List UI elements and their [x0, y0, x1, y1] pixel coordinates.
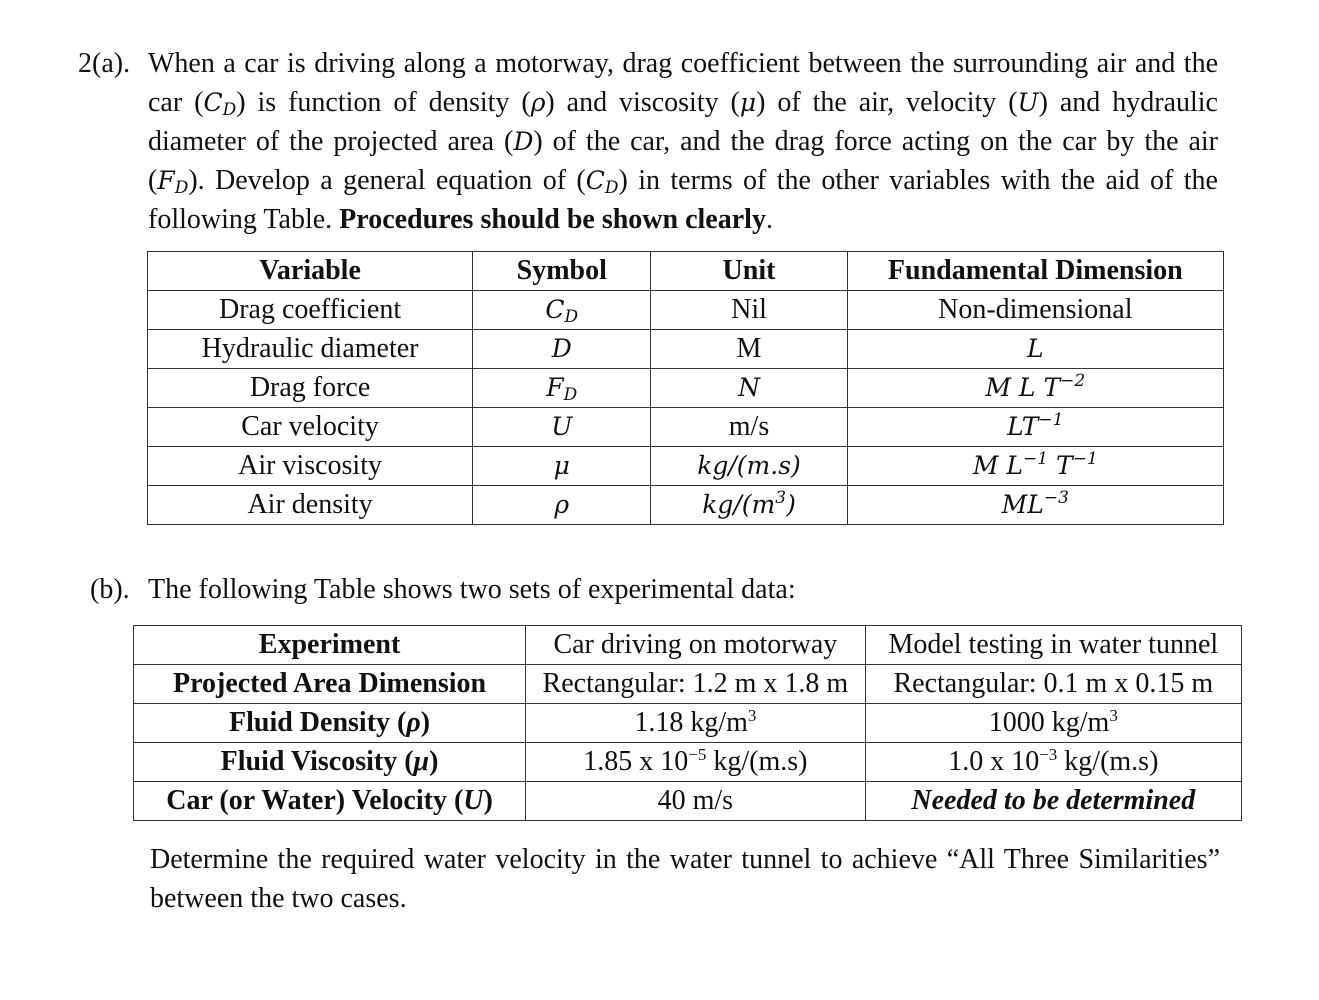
emphasis-text: Procedures should be shown clearly	[339, 204, 766, 235]
cd-symbol: $C_D$	[203, 88, 237, 120]
conclusion-text: Determine the required water velocity in the water tunnel to achieve “All Three Similarities” between the two cases.	[150, 844, 1220, 914]
table-header-row: Experiment Car driving on motorway Model testing in water tunnel	[134, 626, 1242, 665]
table-row: Air density ρ $kg/(m^3)$ $ML^{-3}$	[148, 486, 1224, 525]
table-row: Car velocity U m/s $LT^{-1}$	[148, 408, 1224, 447]
table-row: Hydraulic diameter D M L	[148, 330, 1224, 369]
table-row: Drag coefficient $C_D$ Nil Non-dimensional	[148, 291, 1224, 330]
table-header-row: Variable Symbol Unit Fundamental Dimension	[148, 252, 1224, 291]
experimental-data-table	[133, 625, 1242, 821]
question-b-text: The following Table shows two sets of experimental data:	[148, 574, 796, 605]
fd-symbol: $F_D$	[157, 166, 189, 198]
question-label-a: 2(a).	[78, 48, 131, 79]
table-row: Air viscosity μ kg/(m.s) M $L^{-1}$ $T^{-1}$	[148, 447, 1224, 486]
table-row: Car (or Water) Velocity (U) 40 m/s Needed to be determined	[134, 782, 1242, 821]
table-row: Fluid Density (ρ) 1.18 $kg/m^3$ 1000 $kg/m^3$	[134, 704, 1242, 743]
variables-table	[147, 251, 1224, 525]
table-row: Fluid Viscosity (μ) 1.85 x $10^{-5}$ kg/(m.s) 1.0 x $10^{-3}$ kg/(m.s)	[134, 743, 1242, 782]
question-a-text: When a car is driving along a motorway, drag coefficient between the surrounding air and the car $(C_D)$ is function of density (ρ) and viscosity (μ) of the air, velocity (U) and hydraulic diameter of the projected area (D) of the car, and the drag force acting on the car by the air $(F_D)$. Develop a general equation of $(C_D)$ in terms of the other variables with the aid of the following Table. Procedures should be shown clearly.	[148, 48, 1219, 235]
table-row: Drag force $F_D$ N M L $T^{-2}$	[148, 369, 1224, 408]
table-row: Projected Area Dimension Rectangular: 1.2 m x 1.8 m Rectangular: 0.1 m x 0.15 m	[134, 665, 1242, 704]
question-label-b: (b).	[90, 574, 130, 605]
